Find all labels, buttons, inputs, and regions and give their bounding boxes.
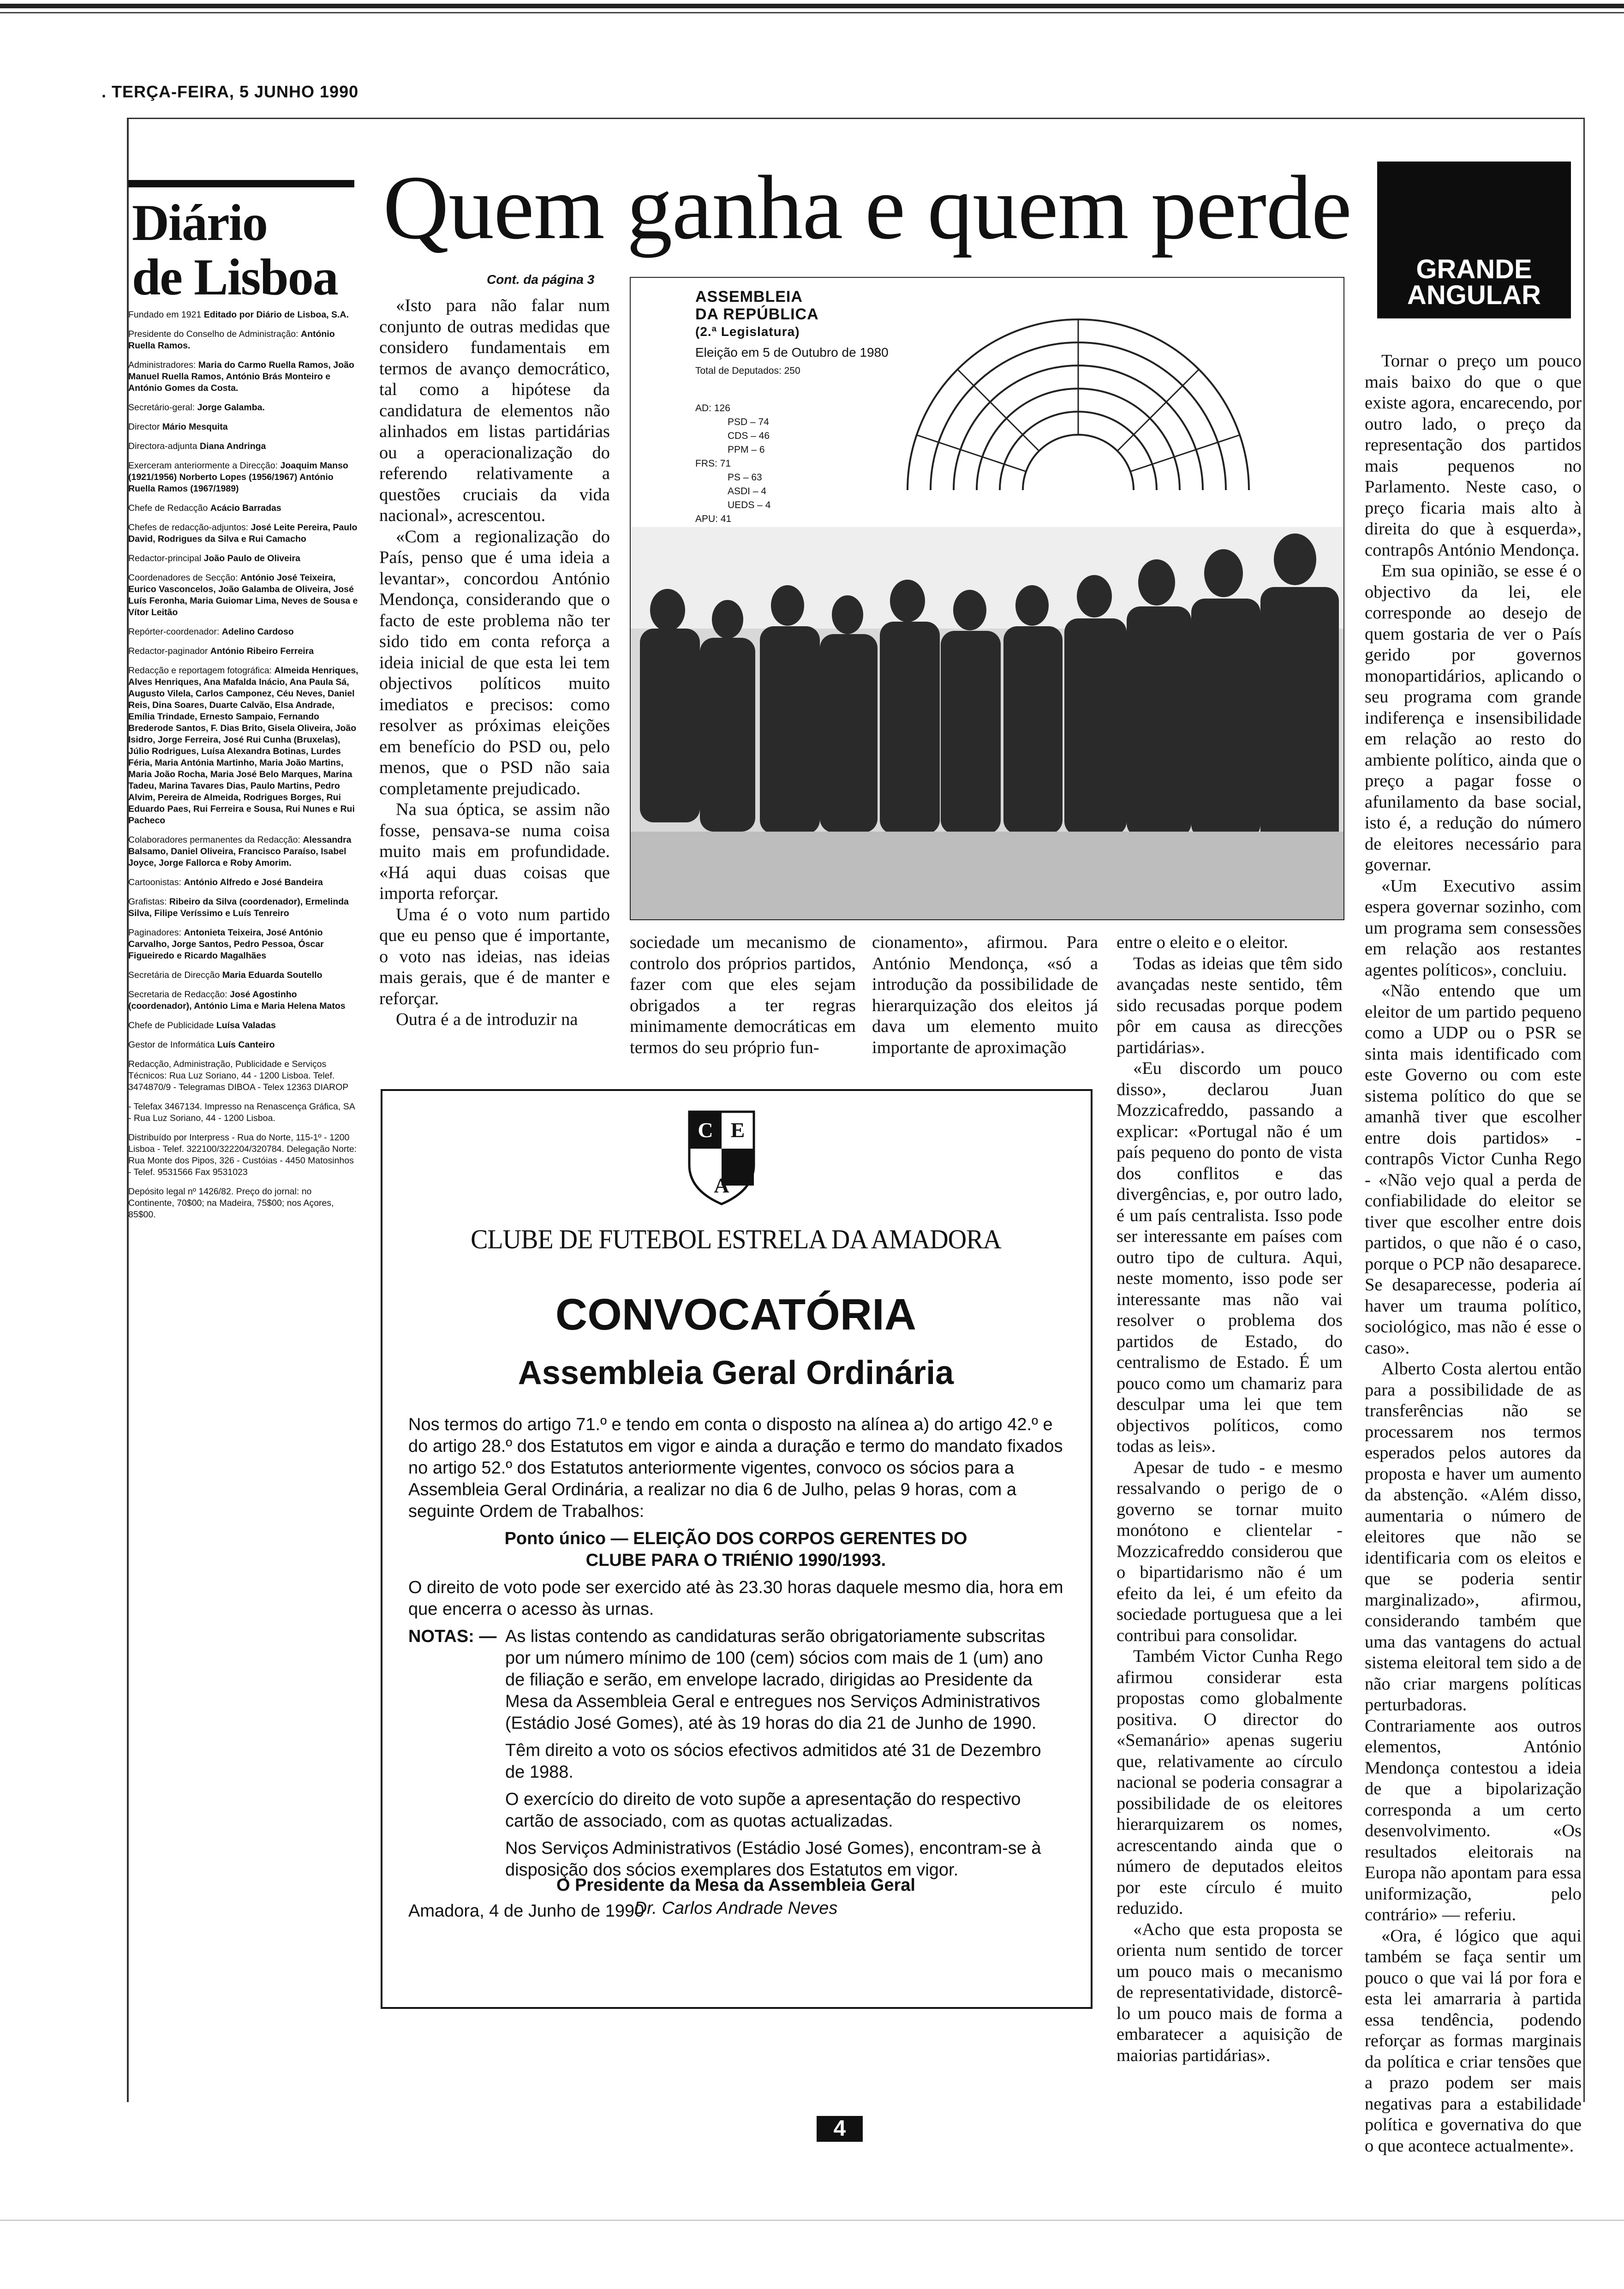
masthead-entry-names: Ribeiro da Silva (coordenador), Ermelinda Silva, Filipe Veríssimo e Luís Tenreiro xyxy=(128,897,349,918)
note: As listas contendo as candidaturas serão obrigatoriamente subscritas por um número mínimo de 100 (cem) sócios com mais de 1 (um) ano de filiação e serão, em envelope lacrado, dirigidas ao Presidente da Mesa da Assembleia Geral e entregues nos Serviços Administrativos (Estádio José Gomes), até às 19 horas do dia 21 de Junho de 1990. xyxy=(505,1627,1045,1733)
infographic-heading xyxy=(695,288,889,377)
masthead-entry-label: Redactor-paginador xyxy=(128,646,208,656)
masthead-entry-names: Maria do Carmo Ruella Ramos, João Manuel Ruella Ramos, António Brás Monteiro e António Gomes da Costa. xyxy=(128,360,354,393)
person-head xyxy=(890,580,925,622)
person-body xyxy=(640,629,700,822)
article-column-2 xyxy=(630,932,856,1058)
masthead-entry-label: Director xyxy=(128,422,160,432)
masthead-bar xyxy=(128,180,354,187)
frame-top-rule xyxy=(127,118,1585,119)
masthead-entry-label: Gestor de Informática xyxy=(128,1040,215,1050)
newspaper-logo xyxy=(132,196,359,305)
masthead-entry-names: Luísa Valadas xyxy=(216,1020,276,1031)
infographic-title-2: DA REPÚBLICA xyxy=(695,306,819,323)
masthead-entry-names: Diana Andringa xyxy=(200,441,266,451)
person-body xyxy=(1191,599,1260,839)
masthead-entry xyxy=(128,834,359,869)
crest-letter: E xyxy=(730,1118,745,1142)
ad-signer-title: O Presidente da Mesa da Assembleia Geral xyxy=(556,1876,915,1895)
masthead-entry-names: Joaquim Manso (1921/1956) Norberto Lopes (1956/1967) António Ruella Ramos (1967/1989) xyxy=(128,461,348,494)
infographic-title-1: ASSEMBLEIA xyxy=(695,288,803,306)
masthead-entry xyxy=(128,1020,359,1031)
masthead-entry-label: Cartoonistas: xyxy=(128,877,181,887)
masthead-entry-label: Distribuído por Interpress - Rua do Norte, 115-1º - 1200 Lisboa - Telef. 322100/322204/320784. Delegação Norte: Rua Monte dos Pipos, 326 - Custóias - 4450 Matosinhos - Telef. 9531566 Fax 9531023 xyxy=(128,1133,357,1177)
seat-row: CDS – 46 xyxy=(728,431,770,441)
masthead-entry-names: António José Teixeira, Eurico Vasconcelos, João Galamba de Oliveira, José Luís Feronha, Maria Guiomar Lima, Neves de Sousa e Vítor Leitão xyxy=(128,573,358,617)
masthead-entry xyxy=(128,1186,359,1221)
masthead-entry xyxy=(128,665,359,827)
crest-letter: A xyxy=(714,1174,729,1197)
crest-letter: C xyxy=(698,1118,713,1142)
person-head xyxy=(1138,559,1175,605)
paragraph: Na sua óptica, se assim não fosse, pensava-se numa coisa muito mais em profundidade. «Há aqui duas coisas que importa reforçar. xyxy=(379,800,610,903)
masthead-entry xyxy=(128,626,359,638)
masthead-entry xyxy=(128,572,359,618)
logo-line-1: Diário xyxy=(132,194,267,252)
paragraph: «Acho que esta proposta se orienta num sentido de torcer um pouco mais o mecanismo de representatividade, distorcê-lo um pouco mais de forma a embaratecer a aquisição de maiorias partidárias». xyxy=(1116,1919,1343,2065)
person-body xyxy=(880,622,940,834)
person-head xyxy=(650,589,685,631)
person-head xyxy=(1274,533,1316,585)
ad-body xyxy=(408,1414,1063,1928)
crowd-photo xyxy=(631,527,1343,919)
continued-note: Cont. da página 3 xyxy=(487,272,595,287)
masthead-entry-label: Secretaria de Redacção: xyxy=(128,989,227,1000)
masthead-entry-label: Chefes de redacção-adjuntos: xyxy=(128,522,249,533)
seat-row: FRS: 71 xyxy=(695,458,731,469)
person-head xyxy=(712,600,743,639)
masthead-entry-names: Editado por Diário de Lisboa, S.A. xyxy=(203,310,349,320)
photo-ground xyxy=(631,832,1343,919)
masthead-entry-names: Maria Eduarda Soutello xyxy=(222,970,322,980)
hemicycle-diagram xyxy=(889,296,1267,499)
page-number-badge xyxy=(817,2116,863,2142)
infographic-legislatura: (2.ª Legislatura) xyxy=(695,324,800,339)
hemicycle-arc-inner xyxy=(1023,435,1134,490)
masthead-entry-names: José Agostinho (coordenador), António Lima e Maria Helena Matos xyxy=(128,989,346,1011)
masthead-entry-label: Grafistas: xyxy=(128,897,167,907)
masthead-entry-label: Chefe de Publicidade xyxy=(128,1020,214,1031)
masthead-entry xyxy=(128,402,359,413)
masthead-entry xyxy=(128,896,359,919)
paragraph: Uma é o voto num partido que eu penso que é importante, o voto nas ideias, nas ideias mais gerais, que é de manter e reforçar. xyxy=(379,905,610,1008)
paragraph: «Isto para não falar num conjunto de outras medidas que considero fundamentais em termos de avanço democrático, tal como a hipótese da candidatura de elementos não alinhados em listas partidárias ou a operacionalização do referendo relativamente a questões cruciais da vida nacional», acrescentou. xyxy=(379,296,610,525)
masthead-entry-label: Exerceram anteriormente a Direcção: xyxy=(128,461,278,471)
masthead-entry xyxy=(128,1039,359,1051)
masthead-entry-label: Fundado em 1921 xyxy=(128,310,202,320)
paragraph: Tornar o preço um pouco mais baixo do que o que existe agora, encarecendo, por outro lado, o preço da representação dos partidos mais pequenos no Parlamento. Neste caso, o preço ficaria mais alto à direita do que à esquerda», contrapôs António Mendonça. xyxy=(1365,351,1582,560)
person-body xyxy=(1064,618,1127,835)
masthead-entry-names: António Ruella Ramos. xyxy=(128,329,335,351)
paragraph: «Um Executivo assim espera governar sozinho, com um programa sem consessões em relação aos restantes agentes políticos», concluiu. xyxy=(1365,876,1582,980)
person-head xyxy=(953,590,986,630)
masthead-entry xyxy=(128,989,359,1012)
paragraph: Também Victor Cunha Rego afirmou considerar esta propostas como globalmente positiva. O director do «Semanário» apenas sugeriu que, relativamente ao círculo nacional se poderia consagrar a possibilidade de os eleitores hierarquizarem os nomes, acrescentando ainda que o número de deputados eleitos por este círculo é muito reduzido. xyxy=(1116,1647,1343,1918)
infographic-total: Total de Deputados: 250 xyxy=(695,366,800,376)
club-advertisement xyxy=(381,1089,1093,2009)
masthead-entry xyxy=(128,927,359,962)
masthead-entry-label: Depósito legal nº 1426/82. Preço do jornal: no Continente, 70$00; na Madeira, 75$00; nos Açores, 85$00. xyxy=(128,1186,334,1220)
person-body xyxy=(820,634,878,833)
masthead-entry-label: Secretário-geral: xyxy=(128,402,195,413)
masthead-entry-label: Coordenadores de Secção: xyxy=(128,573,238,583)
masthead-entry-label: Administradores: xyxy=(128,360,196,370)
masthead-entry-label: Secretária de Direcção xyxy=(128,970,220,980)
club-name: CLUBE DE FUTEBOL ESTRELA DA AMADORA xyxy=(471,1224,1001,1255)
notes-label: NOTAS: — xyxy=(408,1627,497,1646)
person-body xyxy=(1260,587,1339,845)
person-head xyxy=(1077,575,1112,617)
hemicycle-divider xyxy=(957,369,1039,451)
hemicycle-divider xyxy=(1117,369,1199,451)
masthead-entry-names: Mário Mesquita xyxy=(162,422,228,432)
person-body xyxy=(1127,606,1191,837)
paragraph: cionamento», afirmou. Para António Mendonça, «só a introdução da possibilidade de hierarquização dos eleitos já dava um elemento muito importante de aproximação xyxy=(872,933,1098,1057)
masthead-entry xyxy=(128,460,359,495)
ad-intro: Nos termos do artigo 71.º e tendo em conta o disposto na alínea a) do artigo 42.º e do artigo 28.º dos Estatutos em vigor e ainda a duração e termo do mandato fixados no artigo 52.º dos Estatutos anteriormente vigentes, convoco os sócios para a Assembleia Geral Ordinária, a realizar no dia 6 de Julho, pelas 9 horas, com a seguinte Ordem de Trabalhos: xyxy=(408,1415,1063,1521)
top-rule-thin xyxy=(0,12,1624,13)
masthead-entry xyxy=(128,522,359,545)
masthead-column xyxy=(128,180,359,2017)
masthead-entry-label: Paginadores: xyxy=(128,928,181,938)
masthead-entry-label: Redactor-principal xyxy=(128,553,202,563)
paragraph: sociedade um mecanismo de controlo dos próprios partidos, fazer com que eles sejam obrigados a ter regras minimamente democráticas em termos do seu próprio fun- xyxy=(630,933,856,1057)
masthead-entry-label: Directora-adjunta xyxy=(128,441,197,451)
ad-notes xyxy=(408,1626,1063,1887)
masthead-entry-label: Redacção e reportagem fotográfica: xyxy=(128,665,272,676)
masthead-entry-label: Repórter-coordenador: xyxy=(128,627,220,637)
person-body xyxy=(760,626,820,834)
person-body xyxy=(1003,626,1063,834)
person-head xyxy=(832,595,863,634)
section-label: GRANDE ANGULAR xyxy=(1407,254,1541,310)
article-column-1 xyxy=(379,295,610,1031)
issue-date: . TERÇA-FEIRA, 5 JUNHO 1990 xyxy=(102,82,359,101)
article-column-4 xyxy=(1116,932,1343,2066)
seat-row: PSD – 74 xyxy=(728,417,769,427)
article-headline: Quem ganha e quem perde xyxy=(383,157,1352,258)
article-column-5 xyxy=(1365,351,1582,2157)
paragraph: Todas as ideias que têm sido avançadas neste sentido, têm sido recusadas porque podem pôr em causa as direcções partidárias». xyxy=(1116,953,1343,1057)
paragraph: Outra é a de introduzir na xyxy=(396,1010,578,1029)
top-rule xyxy=(0,4,1624,8)
masthead-entry xyxy=(128,646,359,657)
masthead-entry xyxy=(128,360,359,394)
paragraph: Apesar de tudo - e mesmo ressalvando o perigo de o governo se tornar muito monótono e clientelar - Mozzicafreddo considerou que o bipartidarismo não é um efeito da lei, é um efeito da sociedade portuguesa que a lei contribui para consolidar. xyxy=(1116,1457,1343,1645)
masthead-entry-names: Jorge Galamba. xyxy=(197,402,265,413)
person-head xyxy=(1015,585,1049,626)
paragraph: entre o eleito e o eleitor. xyxy=(1116,933,1289,952)
masthead-entry-label: Colaboradores permanentes da Redacção: xyxy=(128,835,300,845)
ad-vote: O direito de voto pode ser exercido até às 23.30 horas daquele mesmo dia, hora em que encerra o acesso às urnas. xyxy=(408,1578,1063,1619)
masthead-entry-names: Acácio Barradas xyxy=(210,503,281,513)
masthead-entry-names: José Leite Pereira, Paulo David, Rodrigues da Silva e Rui Camacho xyxy=(128,522,358,544)
paragraph: Em sua opinião, se esse é o objectivo da lei, ele corresponde ao desejo de quem gostaria de ver o País gerido por governos monopartidários, aplicando o seu programa com grande indiferença e insensibilidade em relação ao resto do ambiente político, ainda que o preço a pagar fosse o afunilamento da base social, isto é, a redução do número de eleitores necessário para governar. xyxy=(1365,561,1582,875)
person-body xyxy=(700,638,755,832)
person-head xyxy=(771,585,804,626)
masthead-entry-label: - Telefax 3467134. Impresso na Renascença Gráfica, SA - Rua Luz Soriano, 44 - 1200 Lisboa. xyxy=(128,1102,355,1123)
masthead-entry xyxy=(128,329,359,352)
ad-agenda: Ponto único — ELEIÇÃO DOS CORPOS GERENTES DO CLUBE PARA O TRIÉNIO 1990/1993. xyxy=(504,1529,967,1570)
person-head xyxy=(1204,549,1243,597)
masthead-entry xyxy=(128,309,359,321)
masthead-entry xyxy=(128,441,359,452)
paragraph: «Ora, é lógico que aqui também se faça sentir um pouco o que vai lá por fora e esta lei amarraria à partida essa tendência, podendo reforçar as formas marginais da política e criar tensões que a prazo podem ser mais negativas para a estabilidade política e governativa do que o que acontece actualmente». xyxy=(1365,1926,1582,2156)
paragraph: «Eu discordo um pouco disso», declarou Juan Mozzicafreddo, passando a explicar: «Portugal não é um país pequeno do ponto de vista dos conflitos e das divergências, e, por outro lado, é um país centralista. Isso pode ser interessante em países com outro tipo de cultura. Aqui, neste momento, isso pode ser interessante mas não vai resolver o problema dos partidos de Estado, do centralismo de Estado. É um pouco como um chamariz para desculpar uma lei que tem objectivos políticos, como todas as leis». xyxy=(1116,1059,1343,1456)
person-body xyxy=(941,631,1001,834)
seat-row: AD: 126 xyxy=(695,403,730,413)
masthead-entry xyxy=(128,877,359,888)
seat-row: UEDS – 4 xyxy=(728,500,771,510)
seat-row: PPM – 6 xyxy=(728,444,765,455)
masthead-entry-names: Luís Canteiro xyxy=(217,1040,275,1050)
masthead-entry-label: Chefe de Redacção xyxy=(128,503,208,513)
infographic-election: Eleição em 5 de Outubro de 1980 xyxy=(695,345,889,360)
ad-title: CONVOCATÓRIA xyxy=(555,1290,917,1339)
note: O exercício do direito de voto supõe a apresentação do respectivo cartão de associado, com as quotas actualizadas. xyxy=(505,1790,1021,1831)
masthead-entry xyxy=(128,1101,359,1124)
note: Nos Serviços Administrativos (Estádio José Gomes), encontram-se à disposição dos sócios exemplares dos Estatutos em vigor. xyxy=(505,1839,1041,1880)
paragraph: Alberto Costa alertou então para a possibilidade de as transferências não se processarem nos termos esperados pelos autores da proposta e haver um aumento da abstenção. «Além disso, aumentaria o número de eleitores que não se identificaria com os eleitos e que se poderia sentir marginalizado», afirmou, considerando também que uma das vantagens do actual sistema eleitoral tem sido a de não criar margens políticas perturbadoras. Contrariamente aos outros elementos, António Mendonça contestou a ideia de que a bipolarização corresponda a um certo desenvolvimento. «Os resultados eleitorais na Europa não apontam para essa uniformização, pelo contrário» — referiu. xyxy=(1365,1359,1582,1924)
masthead-entry xyxy=(128,421,359,433)
masthead-entry-names: António Alfredo e José Bandeira xyxy=(184,877,323,887)
masthead-entry-names: João Paulo de Oliveira xyxy=(203,553,300,563)
masthead-entry-label: Presidente do Conselho de Administração: xyxy=(128,329,299,339)
masthead-entry xyxy=(128,503,359,514)
masthead-entry xyxy=(128,970,359,981)
club-crest-icon xyxy=(687,1109,756,1206)
masthead-entry-names: Alessandra Balsamo, Daniel Oliveira, Francisco Paraíso, Isabel Joyce, Jorge Fallorca e Roby Amorim. xyxy=(128,835,352,868)
frame-right-rule xyxy=(1583,118,1585,2102)
ad-signer-name: Dr. Carlos Andrade Neves xyxy=(634,1899,838,1918)
section-badge xyxy=(1377,162,1571,318)
page-number: 4 xyxy=(833,2116,846,2141)
masthead-entry-names: Almeida Henriques, Alves Henriques, Ana Mafalda Inácio, Ana Paula Sá, Augusto Vilela, Carlos Camponez, Céu Neves, Daniel Reis, Dina Soares, Duarte Calvão, Elsa Andrade, Emília Trindade, Ernesto Sampaio, Fernando Brederode Santos, F. Dias Brito, Gisela Oliveira, João Isidro, Jorge Ferreira, José Rui Cunha (Bruxelas), Júlio Rodrigues, Luísa Alexandra Botinas, Lurdes Féria, Maria Antónia Martinho, Maria João Martins, Maria João Rocha, Maria José Belo Marques, Marina Tadeu, Marina Tavares Dias, Paulo Martins, Pedro Alvim, Pereira de Almeida, Rodrigues Borges, Rui Eduardo Paes, Rui Ferreira e Sousa, Rui Nunes e Rui Pacheco xyxy=(128,665,358,826)
masthead-entry-names: Adelino Cardoso xyxy=(221,627,294,637)
paragraph: «Com a regionalização do País, penso que é uma ideia a levantar», concordou António Mendonça, considerando que o facto de este problema não ter sido tido em conta reforça a ideia inicial de que esta lei tem objectivos políticos muito imediatos e precisos: como resolver as próximas eleições em benefício do PSD ou, pelo menos, que o PSD não saia completamente prejudicado. xyxy=(379,527,610,798)
seat-row: ASDI – 4 xyxy=(728,486,767,497)
masthead-entry-label: Redacção, Administração, Publicidade e Serviços Técnicos: Rua Luz Soriano, 44 - 1200 Lisboa. Telef. 3474870/9 - Telegramas DIBOA - Telex 12363 DIAROP xyxy=(128,1059,349,1092)
masthead-entry xyxy=(128,1132,359,1178)
bottom-rule xyxy=(0,2220,1624,2221)
note: Têm direito a voto os sócios efectivos admitidos até 31 de Dezembro de 1988. xyxy=(505,1741,1041,1782)
notes-list xyxy=(505,1626,1063,1887)
ad-subtitle: Assembleia Geral Ordinária xyxy=(518,1354,954,1391)
seat-row: PS – 63 xyxy=(728,472,762,483)
masthead-entry-names: Antonieta Teixeira, José António Carvalho, Jorge Santos, Pedro Pessoa, Óscar Figueiredo e Ricardo Magalhães xyxy=(128,928,324,961)
parliament-infographic xyxy=(630,277,1344,920)
paragraph: «Não entendo que um eleitor de um partido pequeno como a UDP ou o PSR se sinta mais identificado com este Governo ou com este sistema político do que se amanhã tiver que escolher entre dois partidos» - contrapôs Victor Cunha Rego - «Não vejo qual a perda de confiabilidade do eleitor se tiver que escolher entre dois partidos, o que não é o caso, porque o PCP não desaparece. Se desaparecesse, poderia aí haver um trauma político, sociológico, mas não é esse o caso». xyxy=(1365,981,1582,1358)
masthead-entry xyxy=(128,1059,359,1093)
masthead-entry-names: António Ribeiro Ferreira xyxy=(210,646,314,656)
article-column-3 xyxy=(872,932,1098,1058)
seat-row: APU: 41 xyxy=(695,514,732,524)
logo-line-2: de Lisboa xyxy=(132,249,338,306)
ad-place-date: Amadora, 4 de Junho de 1990 xyxy=(408,1901,645,1921)
masthead-entry xyxy=(128,553,359,564)
masthead-staff-list xyxy=(128,309,359,1221)
